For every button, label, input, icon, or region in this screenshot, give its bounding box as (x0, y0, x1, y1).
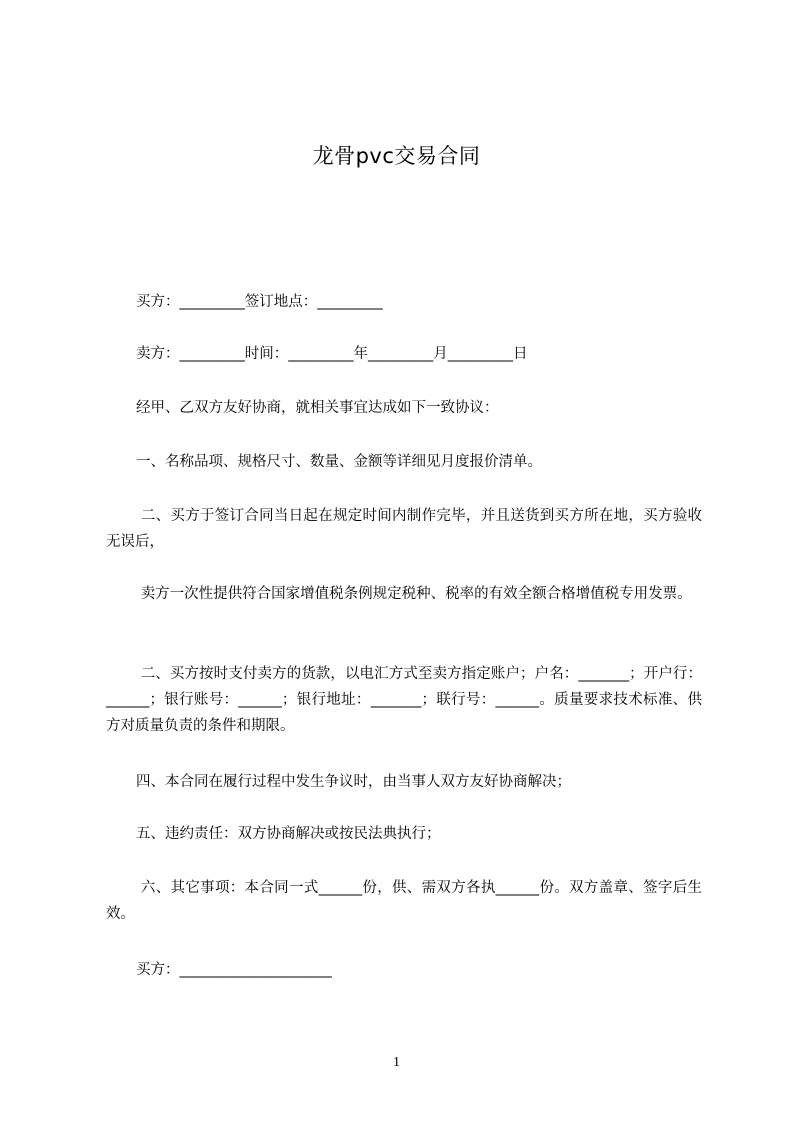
clause-6-other: 六、其它事项：本合同一式______份，供、需双方各执______份。双方盖章、签字后生效。 (106, 880, 703, 922)
buyer-signature-line: 买方：_____________________ (136, 962, 332, 978)
clause-1: 一、名称品项、规格尺寸、数量、金额等详细见月度报价清单。 (136, 454, 542, 470)
buyer-signing-place-line: 买方：_________签订地点：_________ (136, 294, 383, 310)
seller-date-line: 卖方：_________时间：_________年_________月_________日 (136, 346, 528, 362)
document-title: 龙骨pvc交易合同 (312, 144, 481, 168)
clause-2-delivery: 二、买方于签订合同当日起在规定时间内制作完毕，并且送货到买方所在地，买方验收无误后， (106, 508, 703, 550)
clause-4-dispute: 四、本合同在履行过程中发生争议时，由当事人双方友好协商解决； (136, 774, 571, 790)
clause-2-payment: 二、买方按时支付卖方的货款，以电汇方式至卖方指定账户；户名：_______；开户行：______；银行账号：______；银行地址：_______；联行号：______。质量要求技术标准、供方对质量负责的条件和期限。 (106, 666, 703, 734)
page-number: 1 (393, 1055, 400, 1070)
clause-5-liability: 五、违约责任：双方协商解决或按民法典执行； (136, 826, 441, 842)
agreement-intro: 经甲、乙双方友好协商，就相关事宜达成如下一致协议： (136, 400, 499, 416)
clause-invoice: 卖方一次性提供符合国家增值税条例规定税种、税率的有效全额合格增值税专用发票。 (136, 586, 692, 602)
